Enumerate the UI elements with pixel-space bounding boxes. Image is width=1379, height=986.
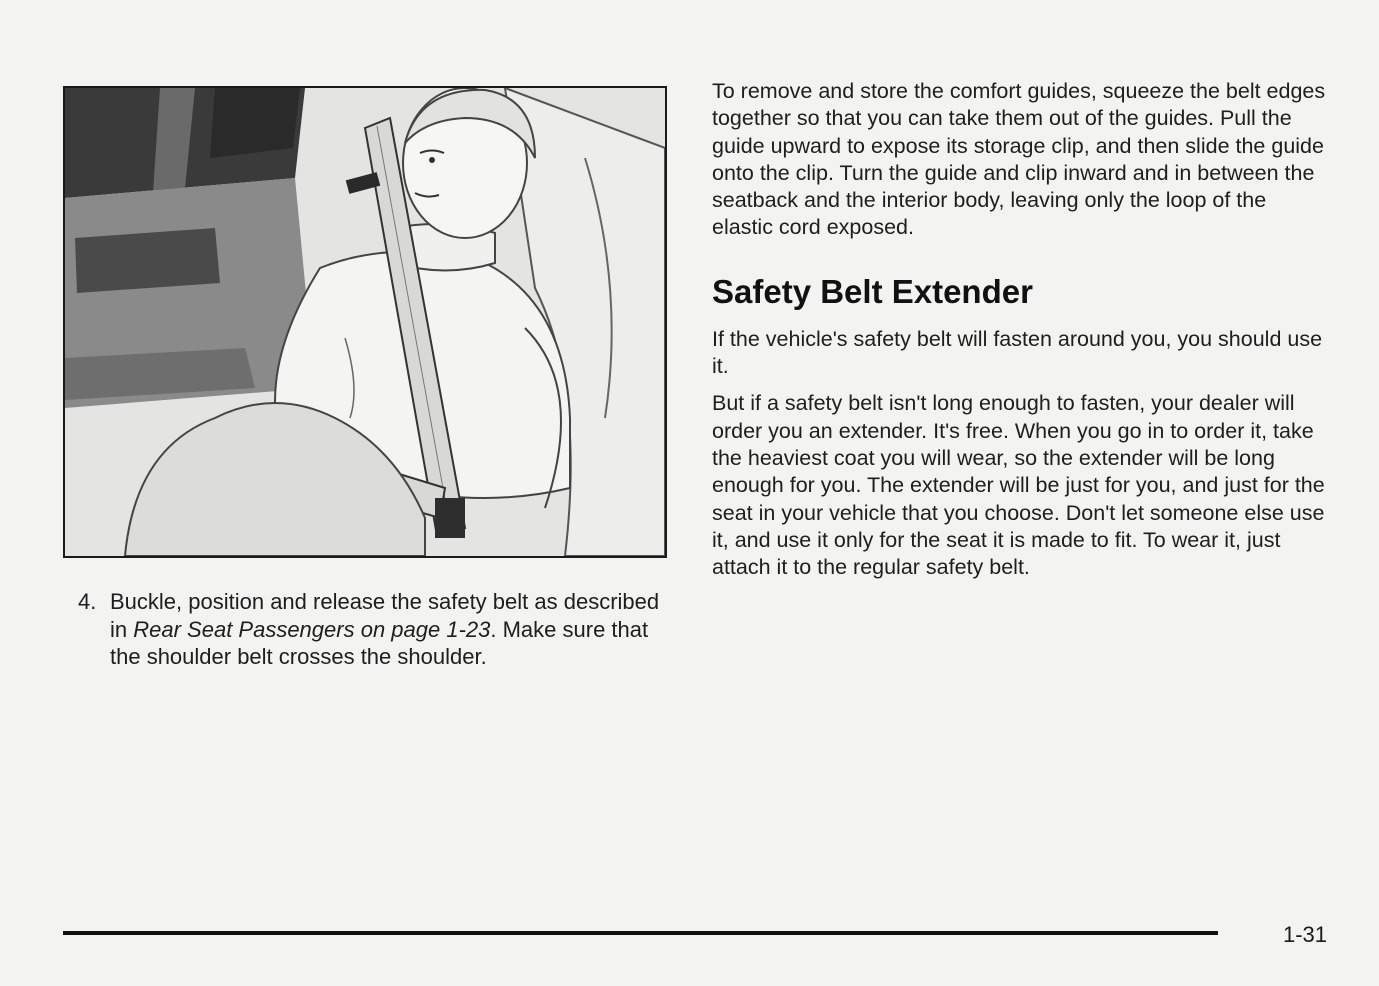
child-in-seat-belt-icon [65,88,665,556]
step-text [110,588,666,671]
right-column [712,78,1332,581]
cross-reference-link: Rear Seat Passengers on page 1-23 [133,616,491,642]
step-text-before: Buckle, position and release the safety belt as described in [110,589,660,642]
step-number: 4. [78,589,97,614]
footer-divider [63,931,1218,935]
extender-paragraph-1: If the vehicle's safety belt will fasten around you, you should use it. [712,326,1323,379]
page-number: 1-31 [1283,922,1328,947]
comfort-guide-paragraph: To remove and store the comfort guides, squeeze the belt edges together so that you can take them out of the guides. Pull the guide upward to expose its storage clip, and then slide the guide onto the clip. Turn the guide and clip inward and in between the seatback and the interior body, leaving only the loop of the elastic cord exposed. [712,79,1326,240]
safety-belt-illustration [63,86,667,558]
step-4 [78,588,668,692]
extender-paragraph-2: But if a safety belt isn't long enough to fasten, your dealer will order you an extender. It's free. When you go in to order it, take the heaviest coat you will wear, so the extender will be long enough for you. The extender will be just for you, and just for the seat in your vehicle that you choose. Don't let someone else use it, and use it only for the seat it is made to fit. To wear it, just attach it to the regular safety belt. [712,391,1325,580]
section-heading: Safety Belt Extender [712,272,1033,310]
step-text-after: . Make sure that the shoulder belt crosses the shoulder. [110,616,649,669]
